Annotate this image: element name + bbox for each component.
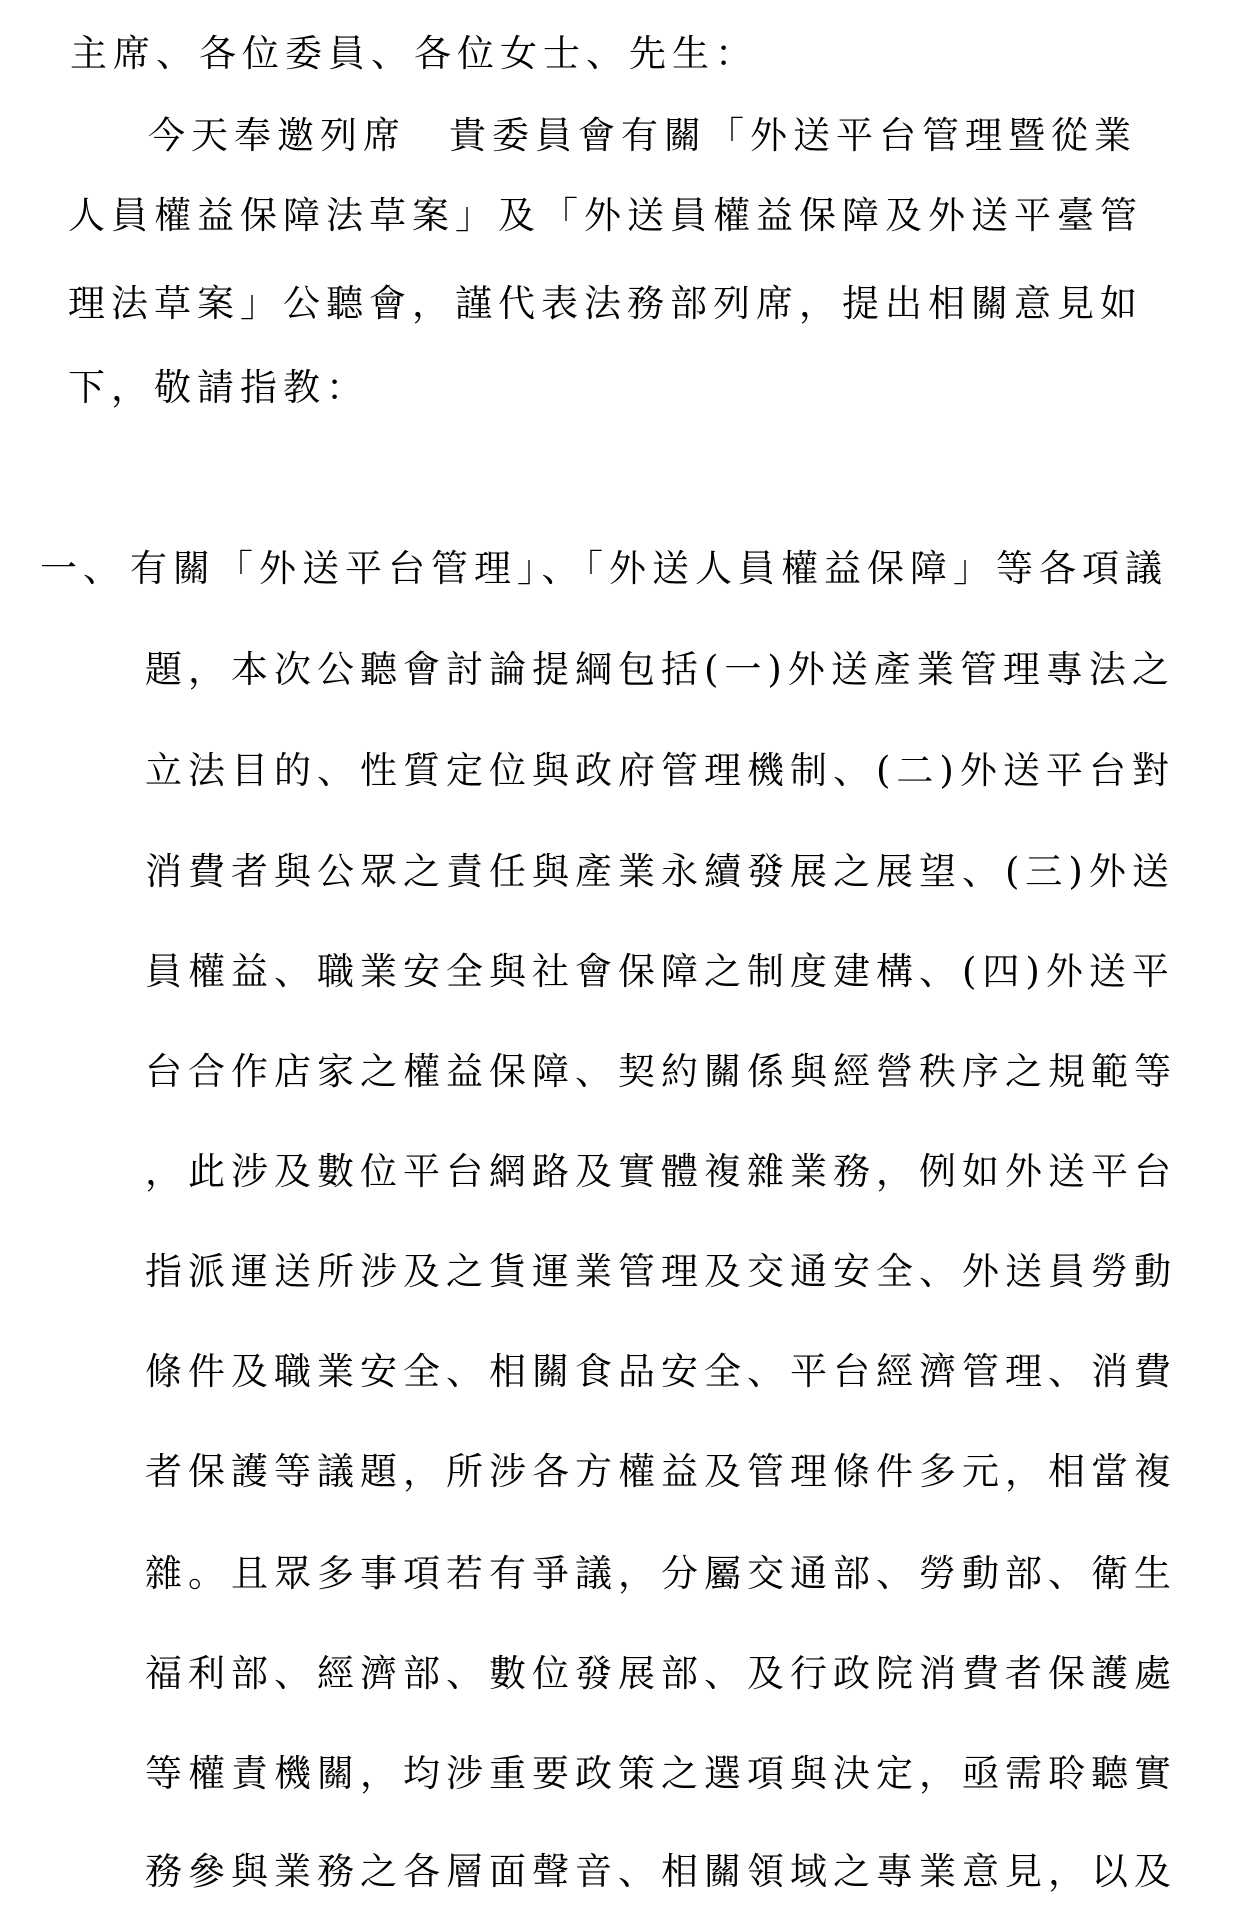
section-line: 務參與業務之各層面聲音、相關領域之專業意見，以及 — [145, 1850, 1177, 1893]
section-line: 者保護等議題，所涉各方權益及管理條件多元，相當複 — [145, 1450, 1177, 1493]
section-number: 一、 — [40, 547, 126, 590]
section-line: ，此涉及數位平台網路及實體複雜業務，例如外送平台 — [145, 1150, 1177, 1193]
salutation: 主席、各位委員、各位女士、先生： — [70, 32, 758, 75]
section-line: 員權益、職業安全與社會保障之制度建構、(四)外送平 — [145, 950, 1175, 993]
section-line: 福利部、經濟部、數位發展部、及行政院消費者保護處 — [145, 1652, 1177, 1695]
section-line: 雜。且眾多事項若有爭議，分屬交通部、勞動部、衛生 — [145, 1552, 1177, 1595]
section-line: 有關「外送平台管理」、「外送人員權益保障」等各項議 — [130, 547, 1168, 590]
section-line: 題，本次公聽會討論提綱包括(一)外送產業管理專法之 — [145, 648, 1175, 691]
section-line: 指派運送所涉及之貨運業管理及交通安全、外送員勞動 — [145, 1250, 1177, 1293]
section-line: 等權責機關，均涉重要政策之選項與決定，亟需聆聽實 — [145, 1752, 1177, 1795]
intro-line: 今天奉邀列席 貴委員會有關「外送平台管理暨從業 — [148, 114, 1137, 157]
section-line: 台合作店家之權益保障、契約關係與經營秩序之規範等 — [145, 1050, 1177, 1093]
section-line: 消費者與公眾之責任與產業永續發展之展望、(三)外送 — [145, 850, 1175, 893]
intro-line: 理法草案」公聽會，謹代表法務部列席，提出相關意見如 — [68, 282, 1143, 325]
intro-line: 下，敬請指教： — [68, 366, 369, 409]
section-line: 立法目的、性質定位與政府管理機制、(二)外送平台對 — [145, 749, 1175, 792]
intro-line: 人員權益保障法草案」及「外送員權益保障及外送平臺管 — [68, 194, 1143, 237]
section-line: 條件及職業安全、相關食品安全、平台經濟管理、消費 — [145, 1350, 1177, 1393]
